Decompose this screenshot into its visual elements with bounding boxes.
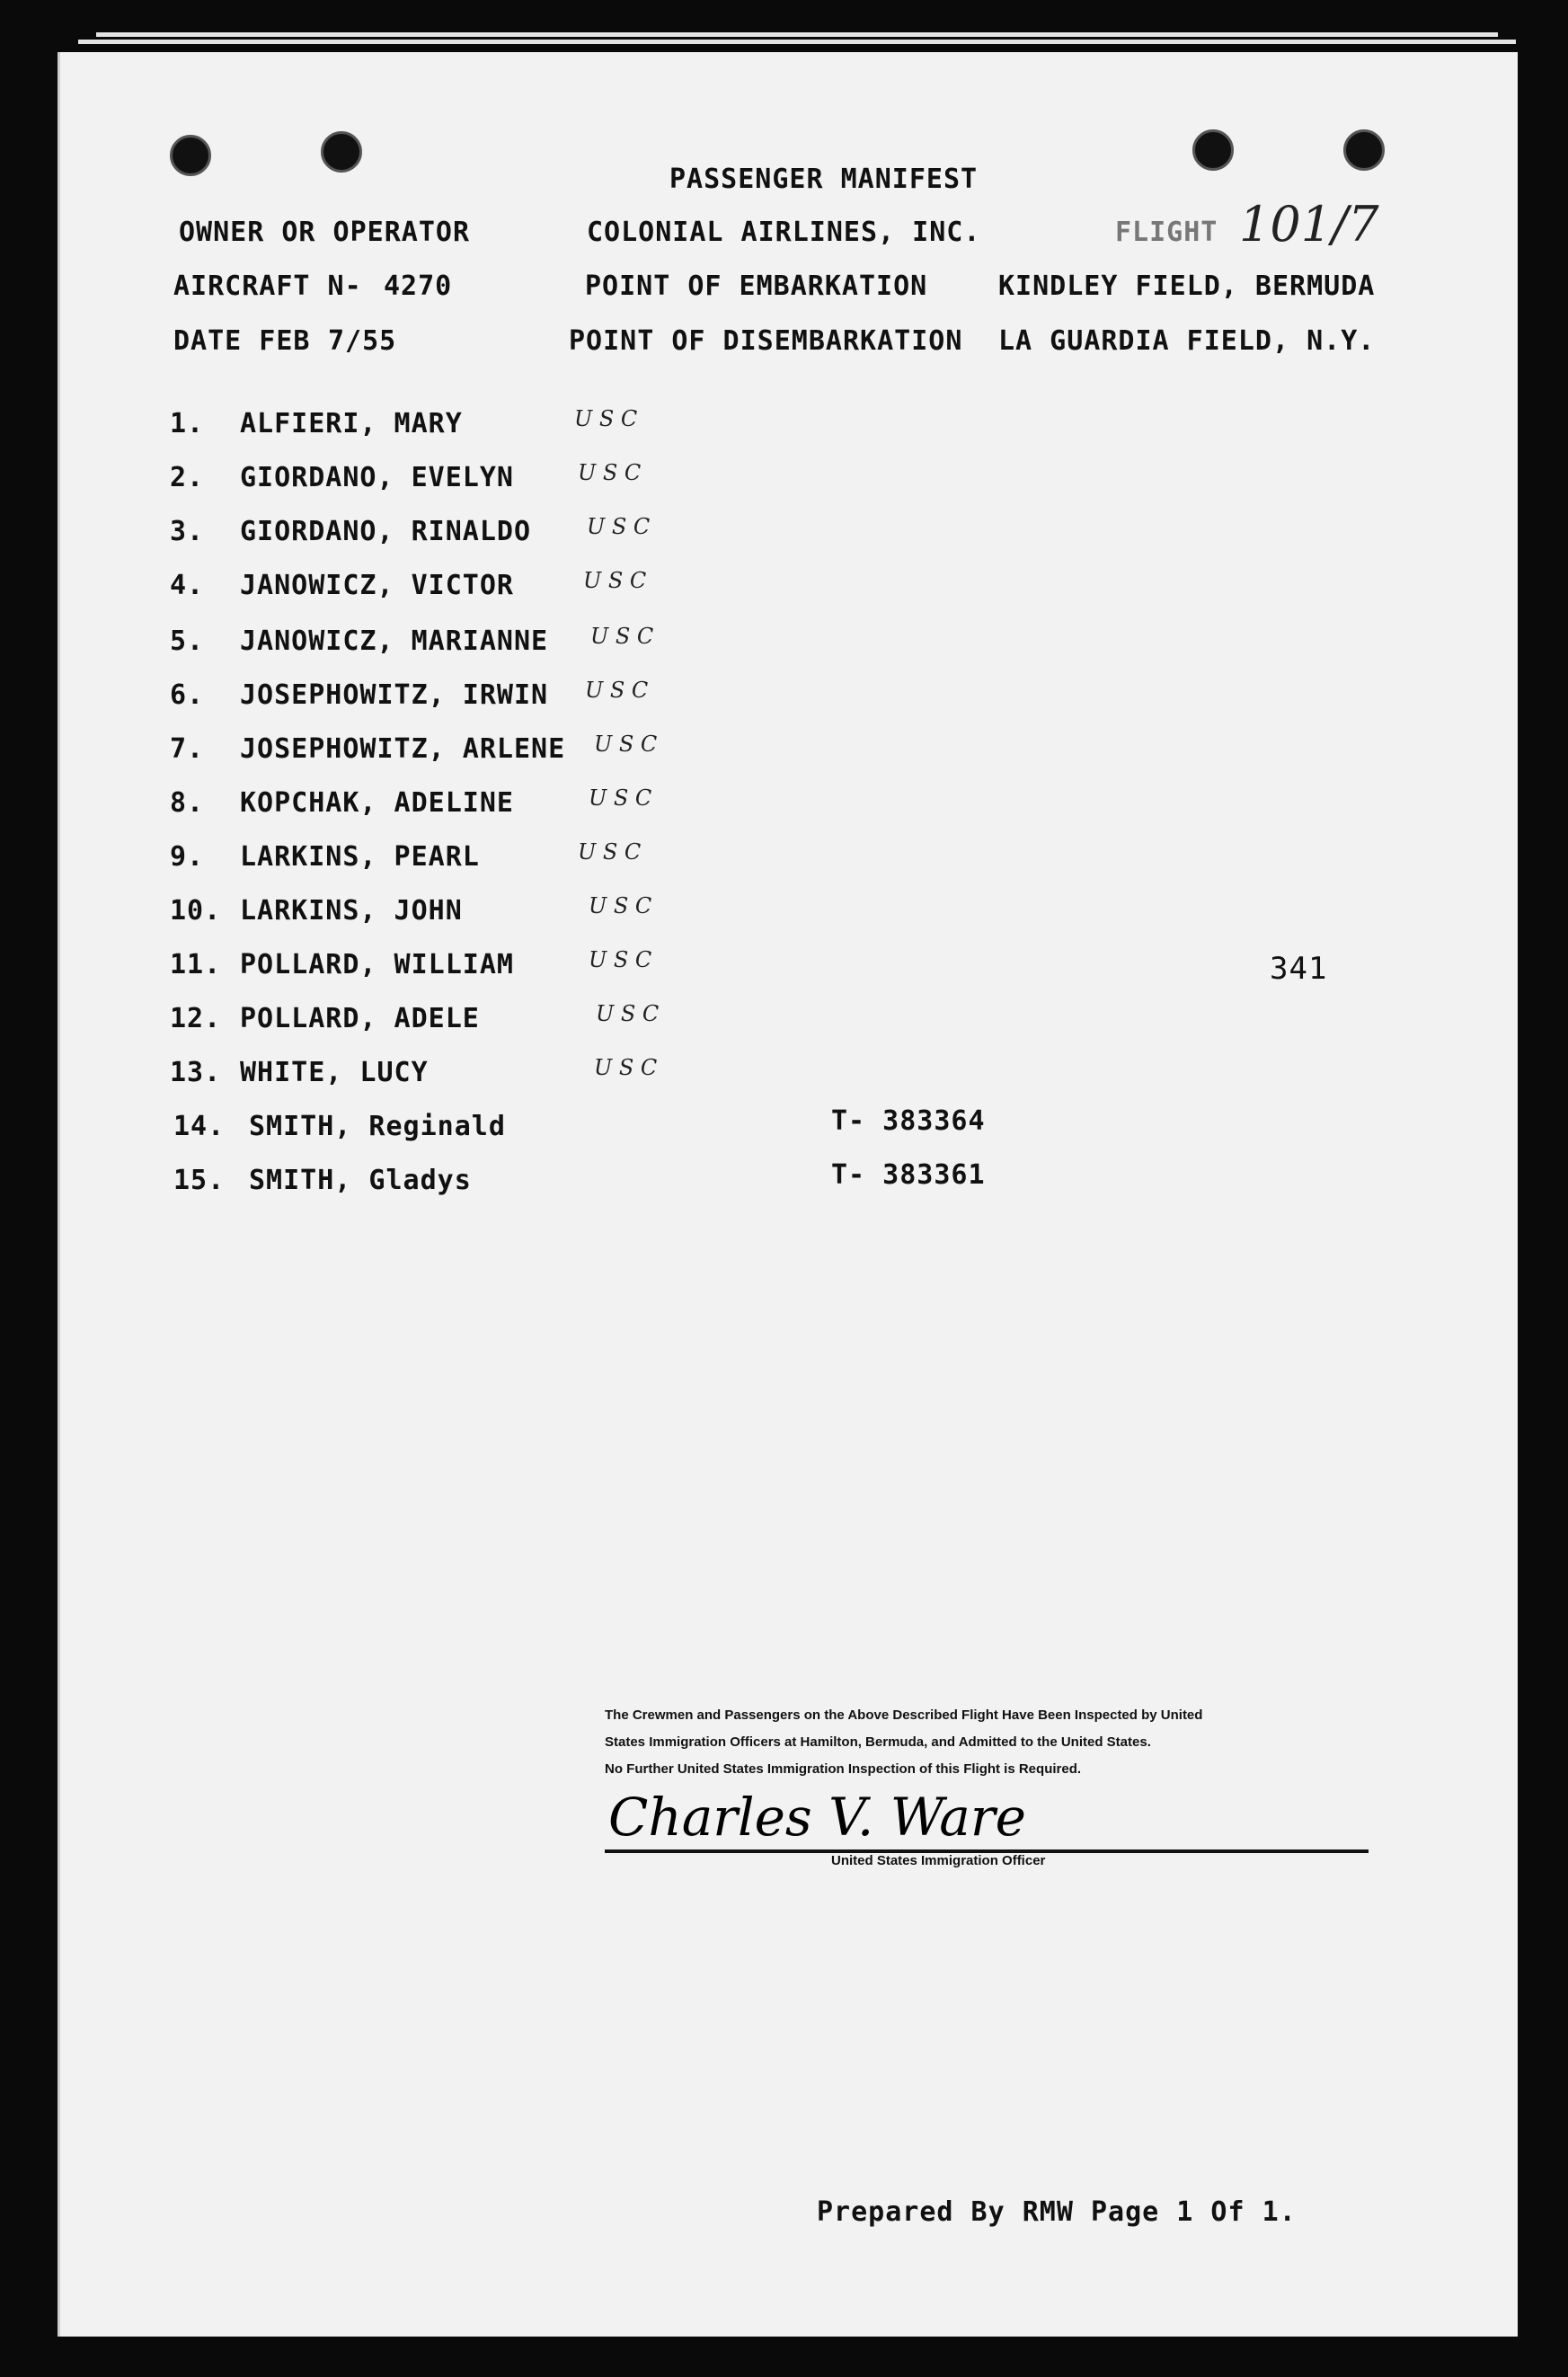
flight-label: FLIGHT bbox=[1115, 217, 1218, 248]
date-label: DATE FEB bbox=[173, 325, 311, 357]
row-number: 2. bbox=[170, 462, 205, 493]
aircraft-label: AIRCRAFT N- bbox=[173, 271, 362, 302]
passenger-name: GIORDANO, EVELYN bbox=[240, 462, 514, 493]
citizenship-mark: U S C bbox=[583, 568, 647, 593]
punch-hole bbox=[1192, 129, 1234, 171]
citizenship-mark: U S C bbox=[589, 893, 652, 918]
officer-signature: Charles V. Ware bbox=[608, 1787, 1026, 1848]
citizenship-mark: U S C bbox=[589, 785, 652, 811]
row-number: 14. bbox=[173, 1111, 226, 1142]
disembark-label: POINT OF DISEMBARKATION bbox=[569, 325, 963, 357]
row-number: 8. bbox=[170, 787, 205, 819]
passenger-name: KOPCHAK, ADELINE bbox=[240, 787, 514, 819]
passenger-name: ALFIERI, MARY bbox=[240, 408, 463, 439]
row-number: 5. bbox=[170, 625, 205, 657]
embark-value: KINDLEY FIELD, BERMUDA bbox=[998, 271, 1376, 302]
row-number: 10. bbox=[170, 895, 222, 927]
owner-value: COLONIAL AIRLINES, INC. bbox=[587, 217, 981, 248]
date-value: 7/55 bbox=[328, 325, 397, 357]
punch-hole bbox=[170, 135, 211, 176]
owner-label: OWNER OR OPERATOR bbox=[179, 217, 471, 248]
row-number: 7. bbox=[170, 733, 205, 765]
citizenship-mark: U S C bbox=[594, 1055, 658, 1080]
punch-hole bbox=[1343, 129, 1385, 171]
row-number: 1. bbox=[170, 408, 205, 439]
citizenship-mark: U S C bbox=[574, 406, 638, 431]
passenger-name: JANOWICZ, VICTOR bbox=[240, 570, 514, 601]
row-number: 11. bbox=[170, 949, 222, 980]
flight-value: 101/7 bbox=[1239, 196, 1379, 253]
paper-edge bbox=[96, 32, 1498, 37]
passenger-name: POLLARD, WILLIAM bbox=[240, 949, 514, 980]
passenger-name: JOSEPHOWITZ, IRWIN bbox=[240, 679, 549, 711]
manifest-title: PASSENGER MANIFEST bbox=[669, 164, 979, 195]
passenger-name: JOSEPHOWITZ, ARLENE bbox=[240, 733, 566, 765]
passenger-name: SMITH, Reginald bbox=[249, 1111, 506, 1142]
citizenship-mark: U S C bbox=[596, 1001, 660, 1026]
passenger-name: LARKINS, PEARL bbox=[240, 841, 480, 873]
officer-label: United States Immigration Officer bbox=[831, 1853, 1046, 1868]
manifest-page bbox=[58, 52, 1518, 2337]
citizenship-mark: U S C bbox=[594, 732, 658, 757]
disembark-value: LA GUARDIA FIELD, N.Y. bbox=[998, 325, 1376, 357]
passenger-name: WHITE, LUCY bbox=[240, 1057, 429, 1088]
document-number: T- 383364 bbox=[831, 1105, 986, 1137]
citizenship-mark: U S C bbox=[590, 624, 654, 649]
passenger-name: SMITH, Gladys bbox=[249, 1165, 472, 1196]
stamp-text-line: The Crewmen and Passengers on the Above Described Flight Have Been Inspected by United bbox=[605, 1707, 1203, 1723]
row-number: 12. bbox=[170, 1003, 222, 1034]
paper-edge bbox=[78, 40, 1516, 44]
embark-label: POINT OF EMBARKATION bbox=[585, 271, 928, 302]
passenger-name: LARKINS, JOHN bbox=[240, 895, 463, 927]
row-number: 3. bbox=[170, 516, 205, 547]
row-number: 9. bbox=[170, 841, 205, 873]
citizenship-mark: U S C bbox=[589, 947, 652, 972]
row-number: 15. bbox=[173, 1165, 226, 1196]
aircraft-value: 4270 bbox=[384, 271, 453, 302]
punch-hole bbox=[321, 131, 362, 173]
citizenship-mark: U S C bbox=[578, 839, 642, 865]
prepared-by-footer: Prepared By RMW Page 1 Of 1. bbox=[817, 2196, 1297, 2228]
passenger-name: GIORDANO, RINALDO bbox=[240, 516, 532, 547]
citizenship-mark: U S C bbox=[578, 460, 642, 485]
passenger-name: JANOWICZ, MARIANNE bbox=[240, 625, 549, 657]
citizenship-mark: U S C bbox=[585, 678, 649, 703]
document-number: T- 383361 bbox=[831, 1159, 986, 1191]
stamp-text-line: States Immigration Officers at Hamilton, Bermuda, and Admitted to the United States. bbox=[605, 1734, 1151, 1750]
row-number: 6. bbox=[170, 679, 205, 711]
side-number: 341 bbox=[1270, 951, 1328, 987]
citizenship-mark: U S C bbox=[587, 514, 651, 539]
stamp-text-line: No Further United States Immigration Inspection of this Flight is Required. bbox=[605, 1761, 1082, 1777]
row-number: 4. bbox=[170, 570, 205, 601]
row-number: 13. bbox=[170, 1057, 222, 1088]
passenger-name: POLLARD, ADELE bbox=[240, 1003, 480, 1034]
